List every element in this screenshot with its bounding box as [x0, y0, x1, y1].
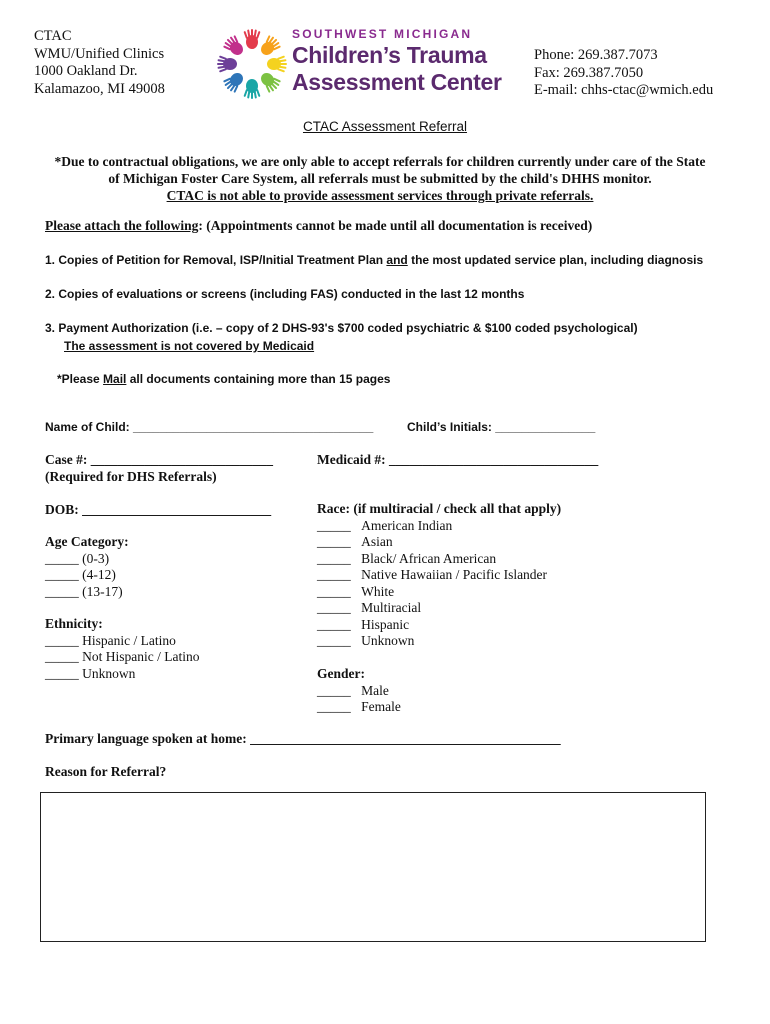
ctac-contact — [534, 47, 713, 100]
case-required-note: (Required for DHS Referrals) — [45, 469, 217, 484]
hand-shape — [221, 69, 247, 95]
required-doc-2: 2. Copies of evaluations or screens (including FAS) conducted in the last 12 months — [45, 287, 525, 301]
checkbox-blank: _____ — [317, 534, 351, 549]
hands-logo-icon — [214, 22, 290, 102]
child-initials-field[interactable]: Child’s Initials: _______________ — [407, 420, 596, 434]
race-option[interactable] — [317, 551, 561, 568]
hand-shape — [221, 33, 247, 59]
address-line: 1000 Oakland Dr. — [34, 63, 138, 79]
doc-text: the most updated service plan, including diagnosis — [407, 253, 704, 267]
required-doc-3: 3. Payment Authorization (i.e. – copy of 2 DHS-93's $700 coded psychiatric & $100 coded psychological) — [45, 321, 638, 335]
notice-line: of Michigan Foster Care System, all referrals must be submitted by the child's DHHS monitor. — [108, 171, 652, 186]
doc-text: The assessment is not covered by Medicaid — [64, 339, 315, 353]
medicaid-number-field[interactable]: Medicaid #: _______________________________ — [317, 452, 599, 467]
checkbox-blank: _____ — [317, 583, 351, 599]
gender-option[interactable] — [317, 683, 401, 700]
race-option[interactable] — [317, 600, 561, 617]
race-option-label: White — [361, 583, 395, 599]
required-doc-1 — [45, 253, 703, 267]
ethnicity-option[interactable]: _____ Unknown — [45, 665, 136, 681]
doc-text: *Please — [57, 372, 104, 386]
primary-language-field[interactable]: Primary language spoken at home: ______________________________________________ — [45, 731, 561, 746]
gender-option[interactable] — [317, 699, 401, 716]
age-option[interactable]: _____ (0-3) — [45, 550, 110, 566]
logo-title-line1: Children’s Trauma — [292, 42, 487, 68]
attach-note: : (Appointments cannot be made until all documentation is received) — [198, 218, 593, 233]
hand-shape — [257, 69, 283, 95]
age-category-label: Age Category: — [45, 534, 129, 549]
race-option-label: Black/ African American — [361, 550, 497, 566]
race-option-label: Native Hawaiian / Pacific Islander — [361, 567, 548, 582]
race-option[interactable] — [317, 534, 561, 551]
doc-text: all documents containing more than 15 pages — [126, 372, 391, 386]
ethnicity-group — [45, 616, 199, 682]
race-option-label: Multiracial — [361, 600, 422, 615]
checkbox-blank: _____ — [317, 699, 351, 714]
race-option[interactable] — [317, 567, 561, 584]
address-line: WMU/Unified Clinics — [34, 45, 165, 62]
hand-shape — [257, 33, 283, 59]
attach-instructions — [45, 218, 592, 234]
notice-line: *Due to contractual obligations, we are only able to accept referrals for children currently under care of the State — [54, 154, 706, 169]
reason-text-box[interactable] — [40, 792, 706, 942]
checkbox-blank: _____ — [317, 550, 351, 566]
doc-text: 1. Copies of Petition for Removal, ISP/Initial Treatment Plan — [45, 253, 387, 267]
contract-notice — [30, 153, 730, 204]
phone-number: Phone: 269.387.7073 — [534, 47, 658, 63]
doc-text: and — [386, 253, 408, 267]
race-option-label: Hispanic — [361, 616, 410, 632]
doc-text: Mail — [103, 372, 127, 386]
logo-region-text: SOUTHWEST MICHIGAN — [292, 27, 473, 41]
age-category-group — [45, 534, 129, 600]
age-option[interactable]: _____ (4-12) — [45, 567, 116, 582]
notice-line: CTAC is not able to provide assessment services through private referrals. — [166, 188, 594, 203]
fax-number: Fax: 269.387.7050 — [534, 64, 644, 81]
checkbox-blank: _____ — [317, 517, 351, 533]
gender-option-label: Male — [361, 682, 389, 698]
checkbox-blank: _____ — [317, 633, 351, 648]
race-label: Race: (if multiracial / check all that apply) — [317, 501, 562, 516]
checkbox-blank: _____ — [317, 600, 351, 615]
age-option[interactable]: _____ (13-17) — [45, 583, 123, 599]
ctac-address — [34, 28, 165, 98]
race-option-label: Asian — [361, 534, 393, 549]
ethnicity-option[interactable]: _____ Hispanic / Latino — [45, 632, 176, 648]
hand-shape — [267, 55, 287, 72]
checkbox-blank: _____ — [317, 682, 351, 698]
race-option-label: Unknown — [361, 633, 415, 648]
attach-label: Please attach the following — [45, 218, 199, 233]
checkbox-blank: _____ — [317, 616, 351, 632]
race-option[interactable] — [317, 518, 561, 535]
hand-shape — [243, 29, 260, 49]
checkbox-blank: _____ — [317, 567, 351, 582]
race-option[interactable] — [317, 633, 561, 650]
ethnicity-option[interactable]: _____ Not Hispanic / Latino — [45, 649, 200, 664]
gender-option-label: Female — [361, 699, 401, 714]
child-name-field[interactable]: Name of Child: ____________________________________ — [45, 420, 374, 434]
race-option[interactable] — [317, 617, 561, 634]
gender-label: Gender: — [317, 666, 365, 681]
medicaid-note — [64, 339, 314, 353]
reason-label: Reason for Referral? — [45, 764, 167, 779]
mail-note — [57, 372, 390, 386]
race-group — [317, 501, 561, 650]
logo-title-line2: Assessment Center — [292, 69, 502, 95]
case-number-field[interactable]: Case #: ___________________________ — [45, 452, 273, 467]
ctac-logo — [214, 22, 514, 102]
race-option-label: American Indian — [361, 517, 453, 533]
form-title: CTAC Assessment Referral — [302, 119, 468, 134]
race-option[interactable] — [317, 584, 561, 601]
address-line: CTAC — [34, 28, 72, 44]
dob-field[interactable]: DOB: ____________________________ — [45, 502, 272, 517]
email-address: E-mail: chhs-ctac@wmich.edu — [534, 82, 714, 98]
ethnicity-label: Ethnicity: — [45, 616, 103, 631]
gender-group — [317, 666, 401, 716]
hand-shape — [243, 79, 260, 99]
address-line: Kalamazoo, MI 49008 — [34, 80, 165, 97]
hand-shape — [217, 55, 237, 72]
